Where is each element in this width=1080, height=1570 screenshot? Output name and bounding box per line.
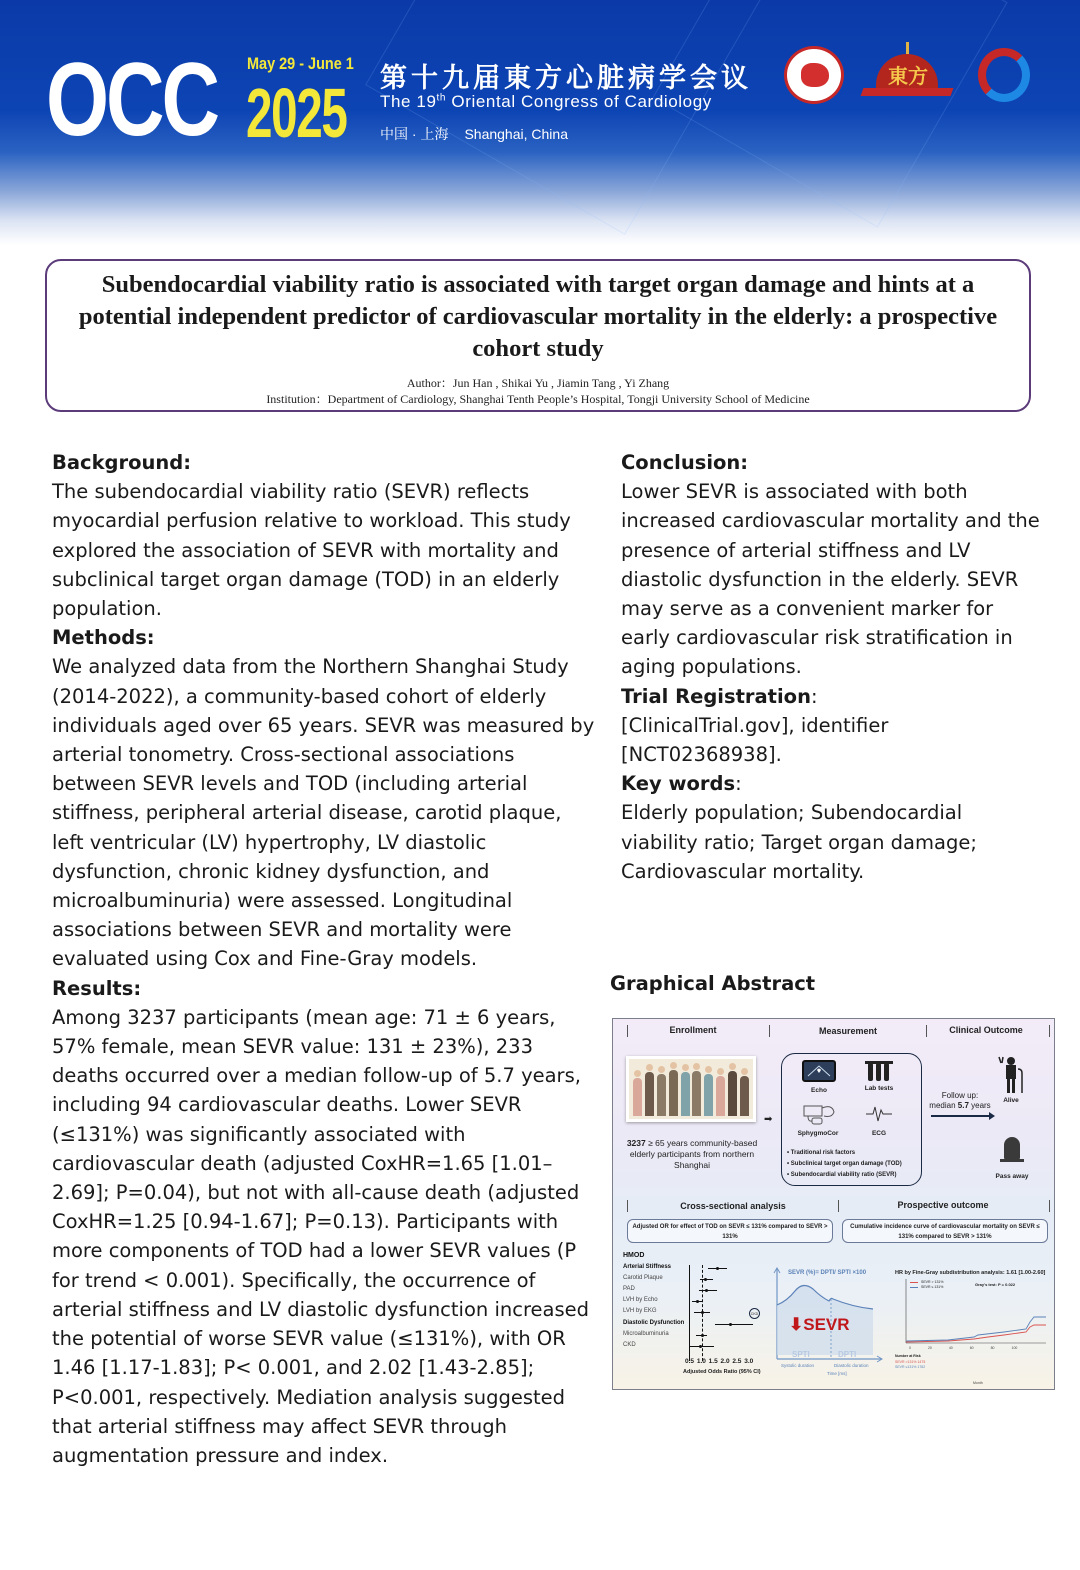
conclusion-heading: Conclusion: [621, 451, 749, 474]
km-x-ticks: 0 20 40 60 80 100 [909, 1346, 1018, 1350]
echo-monitor-icon [802, 1060, 836, 1082]
cross-sectional-description: Adjusted OR for effect of TOD on SEVR ≤ 131% compared to SEVR > 131% [627, 1219, 833, 1243]
cross-sectional-header: Cross-sectional analysis [680, 1201, 786, 1211]
measurement-list [787, 1148, 902, 1181]
trial-registration-heading: Trial Registration: [621, 684, 818, 708]
forest-x-title: Adjusted Odds Ratio (95% CI) [683, 1369, 761, 1375]
forest-row-label: Carotid Plaque [623, 1275, 663, 1281]
dpti-label: DPTI [838, 1350, 857, 1359]
background-heading: Background: [52, 451, 192, 474]
paper-title: Subendocardial viability ratio is associated with target organ damage and hints at a potential independent predictor of cardiovascular mortality in the elderly: a prospective cohort study [78, 271, 998, 362]
banner-decoration [652, 0, 1007, 228]
forest-row-label: Microalbuminuria [623, 1331, 669, 1337]
diastolic-duration-label: Diastolic duration [834, 1363, 869, 1368]
echo-label: Echo [811, 1087, 827, 1094]
sevr-decrease-label: ⬇SEVR [789, 1315, 850, 1334]
keywords-heading: Key words: [621, 772, 742, 796]
sphygmocor-device-icon [800, 1100, 838, 1126]
conference-year: 2025 [246, 74, 347, 152]
enrollment-description: 3237 ≥ 65 years community-based elderly participants from northern Shanghai [626, 1138, 758, 1170]
occ-logo-text: OCC [46, 42, 217, 158]
spti-label: SPTI [792, 1350, 810, 1359]
abstract-left-column [52, 448, 597, 1470]
arrow-right-icon: ➡ [764, 1114, 773, 1125]
risk-row-low: SEVR ≤131% 1762 [895, 1365, 926, 1369]
prospective-header: Prospective outcome [897, 1200, 989, 1210]
grays-test-annotation: Gray's test: P = 0.022 [975, 1282, 1016, 1287]
measurement-item: • Traditional risk factors [787, 1148, 902, 1159]
follow-up-text: Follow up: median 5.7 years [929, 1091, 991, 1110]
follow-up-arrow-icon [931, 1115, 991, 1117]
forest-row-label: CKD [623, 1342, 636, 1348]
km-x-label: Month [973, 1381, 983, 1385]
abstract-right-column [621, 448, 1041, 886]
conclusion-text: Lower SEVR is associated with both increased cardiovascular mortality and the presence of arterial stiffness and LV diastolic dysfunction in the elderly. SEVR may serve as a convenient marker for early cardiovascular risk stratification in aging populations. [621, 480, 1040, 679]
hmod-header: HMOD [623, 1252, 645, 1259]
congress-title-chinese: 第十九届東方心脏病学会议 [380, 63, 752, 94]
keywords-text: Elderly population; Subendocardial viability ratio; Target organ damage; Cardiovascular mortality. [621, 801, 977, 883]
conference-location: 中国 · 上海 Shanghai, China [380, 126, 568, 142]
trial-registration-text: [ClinicalTrial.gov], identifier [NCT02368938]. [621, 713, 889, 767]
conference-dates: May 29 - June 1 [247, 54, 354, 73]
measurement-header: Measurement [818, 1026, 878, 1036]
paper-title-box [45, 259, 1031, 412]
systolic-duration-label: Systolic duration [781, 1363, 815, 1368]
measurement-item: • Subendocardial viability ratio (SEVR) [787, 1170, 902, 1181]
measurement-box [781, 1053, 922, 1186]
number-at-risk-header: Number at Risk [895, 1354, 921, 1358]
lab-tests-label: Lab tests [864, 1085, 894, 1092]
prospective-description: Cumulative incidence curve of cardiovascular mortality on SEVR ≤ 131% compared to SEVR > 131% [842, 1219, 1048, 1243]
forest-x-ticks: 0.5 1.0 1.5 2.0 2.5 3.0 [685, 1358, 754, 1365]
alive-label: Alive [1003, 1097, 1019, 1104]
paper-authors: Author：Jun Han , Shikai Yu , Jiamin Tang , Yi Zhang [406, 376, 670, 390]
cumulative-incidence-chart [898, 1277, 1048, 1347]
lab-tubes-icon [864, 1059, 894, 1083]
sevr-formula: SEVR (%)= DPTI/ SPTI ×100 [788, 1270, 867, 1276]
shanghai-medical-association-logo-icon [784, 46, 844, 104]
km-legend: SEVR > 131% SEVR ≤ 131% [910, 1280, 943, 1290]
congress-title-english: The 19th Oriental Congress of Cardiology [380, 92, 712, 111]
pass-away-label: Pass away [995, 1173, 1029, 1180]
forest-row-label: PAD [623, 1286, 635, 1292]
paper-institution: Institution：Department of Cardiology, Shanghai Tenth People’s Hospital, Tongji University School of Medicine [266, 392, 810, 406]
ecg-label: ECG [871, 1130, 887, 1137]
forest-row-label: Arterial Stiffness [623, 1264, 672, 1270]
gravestone-icon [1004, 1137, 1020, 1159]
graphical-abstract-heading: Graphical Abstract [610, 972, 816, 995]
elderly-participants-illustration [626, 1056, 756, 1122]
alive-elderly-icon [995, 1055, 1025, 1095]
conference-banner [0, 0, 1080, 245]
forest-row-label: Diastolic Dysfunction [623, 1320, 685, 1326]
enrollment-header: Enrollment [669, 1025, 717, 1035]
km-chart-title: HR by Fine-Gray subdistribution analysis: 1.61 [1.00-2.60] [895, 1270, 1046, 1276]
clinical-outcome-header: Clinical Outcome [949, 1025, 1023, 1035]
methods-heading: Methods: [52, 626, 155, 650]
forest-row-label: LVH by EKG [623, 1308, 657, 1314]
graphical-abstract-figure [612, 1018, 1055, 1390]
results-heading: Results: [52, 976, 142, 1000]
ccs-logo-icon [978, 48, 1030, 102]
oriental-logo-icon: 東方 [862, 42, 952, 100]
risk-row-high: SEVR >131% 1475 [895, 1360, 926, 1364]
background-text: The subendocardial viability ratio (SEVR) reflects myocardial perfusion relative to workload. This study explored the association of SEVR with mortality and subclinical target organ damage (TOD) in an elderly population. [52, 480, 571, 621]
measurement-item: • Subclinical target organ damage (TOD) [787, 1159, 902, 1170]
time-axis-label: Time [ms] [827, 1371, 847, 1376]
sphygmocor-label: SphygmoCor [797, 1130, 839, 1137]
results-text: Among 3237 participants (mean age: 71 ± 6 years, 57% female, mean SEVR value: 131 ± 23%), 233 deaths occurred over a median follow-up of 5.7 years, including 94 cardiovascular deaths. Lower SEVR (≤131%) was significantly associated with cardiovascular death (adjusted CoxHR=1.65 [1.01–2.69]; P=0.04), but not with all-cause death (adjusted CoxHR=1.25 [0.94-1.67]; P=0.13). Participants with more components of TOD had a lower SEVR values (P for trend < 0.001). Specifically, the occurrence of arterial stiffness and LV diastolic dysfunction increased the potential of worse SEVR value (≤131%), with OR 1.46 [1.17-1.83]; P< 0.001, and 2.02 [1.43-2.85]; P<0.001, respectively. Mediation analysis suggested that arterial stiffness may affect SEVR through augmentation pressure and index. [52, 1005, 590, 1467]
forest-row-label: LVH by Echo [623, 1297, 658, 1303]
ecg-wave-icon [866, 1104, 892, 1124]
ckd-kidney-icon: CKD [749, 1308, 760, 1319]
methods-text: We analyzed data from the Northern Shanghai Study (2014-2022), a community-based cohort of elderly individuals aged over 65 years. SEVR was measured by arterial tonometry. Cross-sectional associations between SEVR levels and TOD (including arterial stiffness, peripheral arterial disease, carotid plaque, left ventricular (LV) hypertrophy, LV diastolic dysfunction, chronic kidney dysfunction, and microalbuminuria) were assessed. Longitudinal associations between SEVR and mortality were evaluated using Cox and Fine-Gray models. [52, 655, 595, 971]
